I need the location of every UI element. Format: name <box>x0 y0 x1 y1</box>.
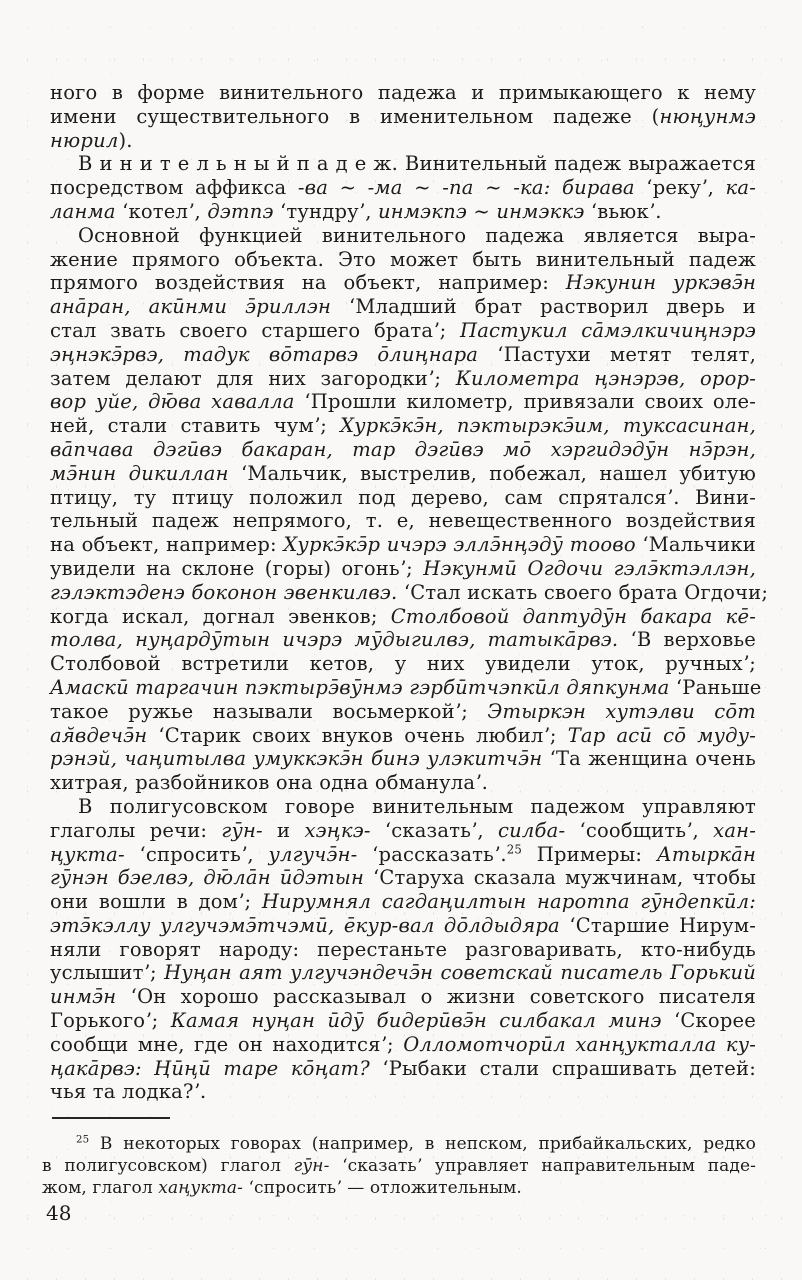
text-line: хитрая, разбойников она одна обманулаʼ. <box>50 771 488 795</box>
text-line: Столбовой встретили кетов, у них увидели уток, ручныхʼ; <box>50 652 756 676</box>
text-line: толва, нуңардӯтын ичэрэ мӯдыгилвэ, татыка̄рвэ. ʻВ верховье <box>50 628 757 652</box>
footnote <box>42 1133 756 1199</box>
text-line: в полигусовском) глагол гӯн- ʻсказатьʼ управляет направительным паде- <box>42 1156 756 1176</box>
text-line: инмэ̄н ʻОн хорошо рассказывал о жизни советского писателя <box>50 985 756 1009</box>
text-line: гэлэктэденэ боконон эвенкилвэ. ʻСтал искать своего брата Огдочи; <box>50 580 769 604</box>
paragraph <box>50 223 769 795</box>
text-line: посредством аффикса -ва ~ -ма ~ -па ~ -ка: бирава ʻрекуʼ, ка- <box>50 176 756 200</box>
text-line: затем делают для них загородкиʼ; Километра ңэнэрэв, орор- <box>50 366 756 390</box>
text-line: ланма ʻкотелʼ, дэтпэ ʻтундруʼ, инмэкпэ ~ инмэккэ ʻвьюкʼ. <box>50 199 662 223</box>
text-line: они вошли в домʼ; Нирумнял сагдаңилтын наротпа гӯндепкӣл: <box>50 890 756 914</box>
text-line: такое ружье называли восьмеркойʼ; Этыркэн хутэлви со̄т <box>50 699 756 723</box>
text-line: Горькогоʼ; Камая нуңан ӣдӯ бидерӣвэ̄н силбакал минэ ʻСкорее <box>50 1009 756 1033</box>
text-line: на объект, например: Хуркэ̄кэ̄р ичэрэ эллэ̄нңэдӯ тоово ʻМальчики <box>50 533 756 557</box>
text-line: тельный падеж непрямого, т. е, невещественного воздействия <box>50 509 756 533</box>
text-line: ного в форме винительного падежа и примыкающего к нему <box>50 81 756 104</box>
page-text <box>50 81 769 1104</box>
text-line: ңака̄рвэ: Ңӣңӣ таре ко̄ңат? ʻРыбаки стали спрашивать детей: <box>50 1056 756 1080</box>
text-line: жом, глагол хаңукта- ʻспроситьʼ — отложительным. <box>42 1178 522 1198</box>
text-line: вор уйе, дю̄ва хавалла ʻПрошли километр, привязали своих оле- <box>50 390 756 414</box>
text-line: ая̆вдечэ̄н ʻСтарик своих внуков очень любилʼ; Тар асӣ со̄ муду- <box>50 723 757 747</box>
text-line: ңукта- ʻспроситьʼ, улгучэ̄н- ʻрассказатьʼ.$^{25}$ Примеры: Атырка̄н <box>50 842 756 866</box>
text-line: ней, стали ставить чумʼ; Хуркэ̄кэ̄н, пэктырэкэ̄им, туксасинан, <box>50 414 757 438</box>
text-line: В полигусовском говоре винительным падежом управляют <box>78 794 756 818</box>
text-line: стал звать своего старшего братаʼ; Пастукил са̄мэлкичиңнэрэ <box>50 318 757 342</box>
paragraph <box>50 152 756 223</box>
footnote-separator <box>52 1117 170 1119</box>
text-line: ва̄пчава дэгӣвэ бакаран, тар дэгӣвэ мо̄ хэргидэдӯн нэ̄рэн, <box>50 437 756 461</box>
page-number: 48 <box>46 1201 72 1225</box>
text-line: эңнэкэ̄рвэ, тадук во̄тарвэ о̄лиңнара ʻПастухи метят телят, <box>50 342 756 366</box>
paragraph <box>50 795 756 1104</box>
paragraph <box>50 81 756 152</box>
text-line: когда искал, догнал эвенков; Столбовой даптудӯн бакара ке̄- <box>50 604 757 628</box>
text-line: глаголы речи: гӯн- и хэңкэ- ʻсказатьʼ, силба- ʻсообщитьʼ, хан- <box>50 818 756 842</box>
text-line: прямого воздействия на объект, например: Нэкунин уркэвэ̄н <box>50 271 756 295</box>
text-line: ана̄ран, акӣнми э̄риллэн ʻМладший брат растворил дверь и <box>50 295 756 319</box>
text-line: жение прямого объекта. Это может быть винительный падеж <box>50 247 756 271</box>
text-line: птицу, ту птицу положил под дерево, сам спряталсяʼ. Вини- <box>50 485 756 509</box>
text-line: услышитʼ; Нуңан аят улгучэндечэ̄н советскай писатель Горький <box>50 961 756 985</box>
text-line: В и н и т е л ь н ы й п а д е ж. Винительный падеж выражается <box>78 152 756 176</box>
text-line: увидели на склоне (горы) огоньʼ; Нэкунмӣ Огдочи гэлэ̄ктэллэн, <box>50 556 756 580</box>
text-line: имени существительного в именительном падеже (нюңунмэ <box>50 104 756 128</box>
text-line: рэнэй, чаңитылва умуккэкэ̄н бинэ улэкитчэ̄н ʻТа женщина очень <box>50 747 756 771</box>
text-line: $^{25}$ В некоторых говорах (например, в непском, прибайкальских, редко <box>76 1134 756 1154</box>
text-line: мэ̄нин дикиллан ʻМальчик, выстрелив, побежал, нашел убитую <box>50 461 757 485</box>
text-line: сообщи мне, где он находитсяʼ; Олломотчорӣл ханңукталла ку- <box>50 1032 756 1056</box>
text-line: чья та лодка?ʼ. <box>50 1080 207 1104</box>
text-line: Амаскӣ таргачин пэктырэ̄вӯнмэ гэрбӣтчэпкӣл дяпкунма ʻРаньше <box>50 675 762 699</box>
text-line: нюрил). <box>50 128 133 152</box>
text-line: гӯнэн бэелвэ, дю̄ла̄н ӣдэтын ʻСтаруха сказала мужчинам, чтобы <box>50 866 756 890</box>
text-line: няли говорят народу: перестаньте разговаривать, кто-нибудь <box>50 937 756 961</box>
text-line: этэ̄кэллу улгучэмэ̄тчэмӣ, е̄кур-вал до̄лдыдяра ʻСтаршие Нирум- <box>50 913 756 937</box>
text-line: Основной функцией винительного падежа является выра- <box>78 223 756 247</box>
